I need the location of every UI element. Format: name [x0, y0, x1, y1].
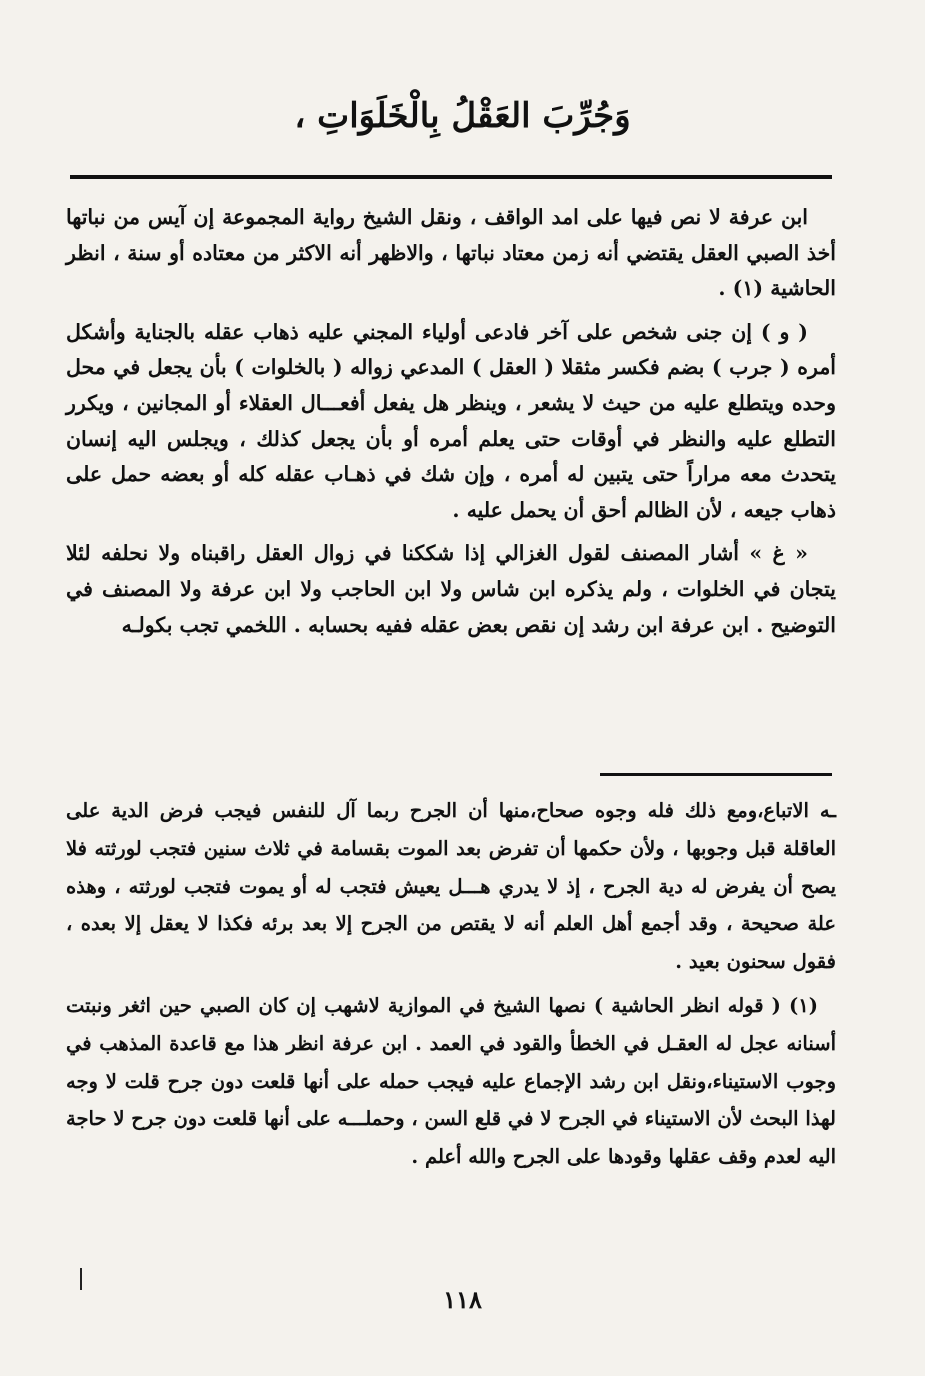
footnote-divider — [600, 773, 832, 776]
footnotes-section — [66, 792, 836, 1176]
main-body-text — [66, 200, 836, 643]
footnote-continuation: ـه الاتباع،ومع ذلك فله وجوه صحاح،منها أن الجرح ربما آل للنفس فيجب فرض الدية على العاقلة قبل وجوبها ، ولأن حكمها أن تفرض بعد الموت بقسامة في ثلاث سنين فتجب لورثته فلا يصح أن يفرض له دية الجرح ، إذ لا يدري هـــل يعيش فتجب له أو يموت فتجب لورثته ، وهذه علة صحيحة ، وقد أجمع أهل العلم أنه لا يقتص من الجرح إلا بعد برئه فكذا لا يعقل إلا بعده ، فقول سحنون بعيد . — [66, 799, 836, 974]
footnote-1: (١) ( قوله انظر الحاشية ) نصها الشيخ في الموازية لاشهب إن كان الصبي حين اثغر ونبتت أسنانه عجل له العقـل في الخطأ والقود في العمد . ابن عرفة انظر هذا مع قاعدة المذهب في وجوب الاستيناء،ونقل ابن رشد الإجماع عليه فيجب حمله على أنها قلعت دون جرح قلت لا وجه لهذا البحث لأن الاستيناء في الجرح لا في قلع السن ، وحملـــه على أنها قلعت دون جرح لا حاجة اليه لعدم وقف عقلها وقودها على الجرح والله أعلم . — [66, 993, 836, 1169]
header-divider — [70, 175, 832, 179]
page-number: ١١٨ — [443, 1285, 482, 1314]
running-header-title: وَجُرِّبَ العَقْلُ بِالْخَلَوَاتِ ، — [294, 96, 631, 136]
body-paragraph-2: ( و ) إن جنى شخص على آخر فادعى أولياء المجني عليه ذهاب عقله بالجناية وأشكل أمره ( جرب ) بضم فكسر مثقلا ( العقل ) المدعي زواله ( بالخلوات ) بأن يجعل في محل وحده ويتطلع عليه من حيث لا يشعر ، وينظر هل يفعل أفعـــال العقلاء أو المجانين ، ويكرر التطلع عليه والنظر في أوقات حتى يعلم أمره أو بأن يجعل كذلك ، ويجلس اليه إنسان يتحدث معه مراراً حتى يتبين له أمره ، وإن شك في ذهـاب عقله كله أو بعضه حمل على ذهاب جيعه ، لأن الظالم أحق أن يحمل عليه . — [66, 319, 836, 522]
body-paragraph-3: « غ » أشار المصنف لقول الغزالي إذا شككنا في زوال العقل راقبناه ولا نحلفه لئلا يتجان في الخلوات ، ولم يذكره ابن شاس ولا ابن الحاجب ولا ابن عرفة ولا المصنف في التوضيح . ابن عرفة ابن رشد إن نقص بعض عقله ففيه بحسابه . اللخمي تجب بكولـه — [66, 541, 836, 637]
body-paragraph-1: ابن عرفة لا نص فيها على امد الواقف ، ونقل الشيخ رواية المجموعة إن آيس من نباتها أخذ الصبي العقل يقتضي أنه زمن معتاد نباتها ، والاظهر أنه الاكثر من معتاده أو سنة ، انظر الحاشية (١) . — [66, 205, 836, 301]
